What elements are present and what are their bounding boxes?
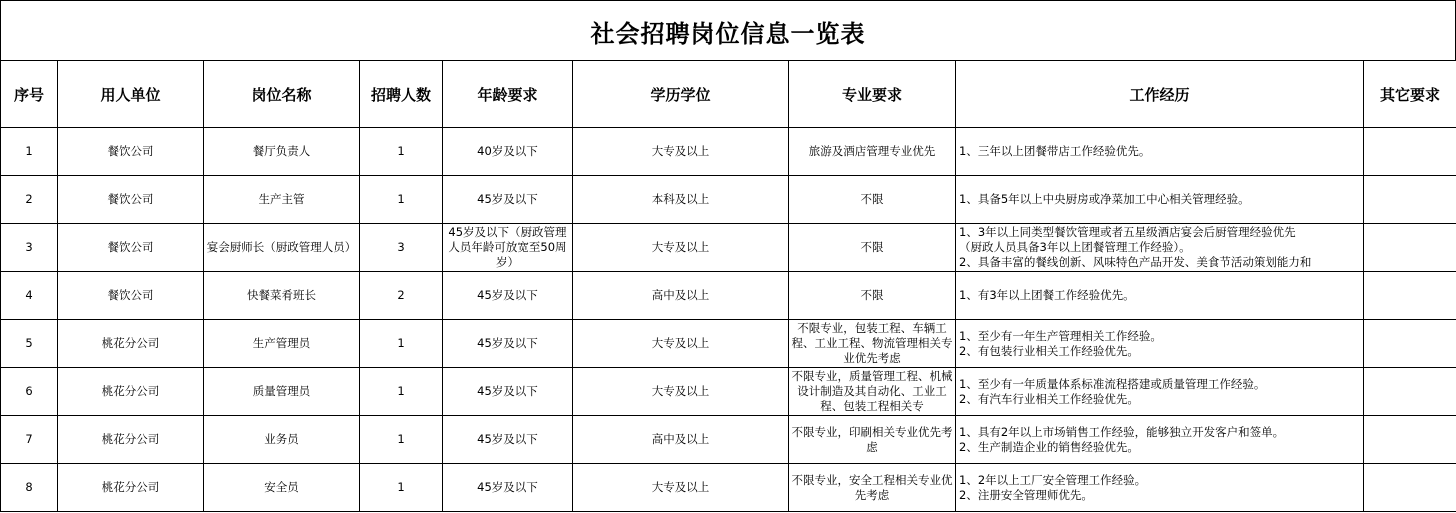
table-body bbox=[1, 128, 1456, 512]
cell-unit-content: 餐饮公司 bbox=[107, 288, 154, 302]
cell-age bbox=[443, 464, 573, 512]
cell-position-content: 餐厅负责人 bbox=[252, 144, 311, 158]
experience-line: 1、具有2年以上市场销售工作经验，能够独立开发客户和签单。 bbox=[959, 424, 1285, 439]
cell-unit bbox=[58, 272, 204, 320]
header-seq: 序号 bbox=[1, 61, 58, 128]
cell-major-content: 旅游及酒店管理专业优先 bbox=[808, 144, 936, 158]
cell-education bbox=[573, 464, 789, 512]
cell-education bbox=[573, 416, 789, 464]
cell-age bbox=[443, 416, 573, 464]
cell-education-content: 大专及以上 bbox=[651, 240, 710, 254]
cell-other bbox=[1364, 224, 1456, 272]
cell-experience bbox=[956, 320, 1364, 368]
cell-unit bbox=[58, 464, 204, 512]
cell-experience bbox=[956, 272, 1364, 320]
cell-age-content: 45岁及以下 bbox=[477, 432, 538, 446]
cell-seq bbox=[1, 224, 58, 272]
cell-experience-content bbox=[959, 225, 1361, 270]
cell-unit bbox=[58, 128, 204, 176]
cell-seq-content: 2 bbox=[25, 192, 33, 206]
cell-count bbox=[360, 176, 443, 224]
cell-experience-content bbox=[959, 473, 1361, 503]
table-row bbox=[1, 128, 1456, 176]
cell-education bbox=[573, 224, 789, 272]
cell-age-content: 45岁及以下 bbox=[477, 336, 538, 350]
experience-line: 1、3年以上同类型餐饮管理或者五星级酒店宴会后厨管理经验优先 bbox=[959, 225, 1296, 239]
header-education: 学历学位 bbox=[573, 61, 789, 128]
cell-position bbox=[204, 224, 360, 272]
cell-education bbox=[573, 128, 789, 176]
cell-position-content: 生产主管 bbox=[258, 192, 305, 206]
cell-major bbox=[789, 176, 956, 224]
cell-unit bbox=[58, 176, 204, 224]
cell-major bbox=[789, 128, 956, 176]
cell-age-content: 45岁及以下 bbox=[477, 384, 538, 398]
cell-other bbox=[1364, 320, 1456, 368]
cell-position bbox=[204, 176, 360, 224]
cell-experience-content bbox=[959, 144, 1361, 159]
cell-age-content: 45岁及以下 bbox=[477, 288, 538, 302]
cell-seq bbox=[1, 176, 58, 224]
cell-age bbox=[443, 128, 573, 176]
cell-position-content: 安全员 bbox=[264, 480, 299, 494]
cell-major-content: 不限专业，安全工程相关专业优先考虑 bbox=[791, 472, 953, 502]
header-position: 岗位名称 bbox=[204, 61, 360, 128]
cell-experience-content bbox=[959, 192, 1361, 207]
cell-experience bbox=[956, 416, 1364, 464]
experience-line: 1、三年以上团餐带店工作经验优先。 bbox=[959, 144, 1151, 158]
cell-age bbox=[443, 320, 573, 368]
cell-major-content: 不限 bbox=[860, 192, 884, 206]
cell-seq bbox=[1, 464, 58, 512]
cell-major bbox=[789, 224, 956, 272]
cell-major bbox=[789, 368, 956, 416]
cell-count-content: 2 bbox=[397, 288, 405, 302]
cell-unit bbox=[58, 320, 204, 368]
cell-count bbox=[360, 464, 443, 512]
cell-experience bbox=[956, 224, 1364, 272]
cell-seq-content: 1 bbox=[25, 144, 33, 158]
experience-line: 2、有汽车行业相关工作经验优先。 bbox=[959, 391, 1139, 406]
page-title: 社会招聘岗位信息一览表 bbox=[0, 0, 1456, 61]
cell-position bbox=[204, 128, 360, 176]
cell-education-content: 大专及以上 bbox=[651, 480, 710, 494]
cell-count-content: 1 bbox=[397, 384, 405, 398]
cell-experience-content bbox=[959, 329, 1361, 359]
cell-position-content: 宴会厨师长（厨政管理人员） bbox=[206, 240, 357, 254]
cell-unit-content: 桃花分公司 bbox=[101, 384, 160, 398]
cell-seq-content: 6 bbox=[25, 384, 33, 398]
cell-seq-content: 7 bbox=[25, 432, 33, 446]
cell-seq bbox=[1, 368, 58, 416]
cell-education bbox=[573, 176, 789, 224]
cell-age bbox=[443, 176, 573, 224]
cell-unit-content: 桃花分公司 bbox=[101, 336, 160, 350]
header-row bbox=[1, 61, 1456, 128]
cell-major bbox=[789, 464, 956, 512]
experience-line: 1、2年以上工厂安全管理工作经验。 bbox=[959, 472, 1147, 487]
header-experience: 工作经历 bbox=[956, 61, 1364, 128]
experience-line: 2、注册安全管理师优先。 bbox=[959, 487, 1093, 502]
recruitment-table bbox=[0, 60, 1456, 512]
cell-other bbox=[1364, 464, 1456, 512]
cell-other bbox=[1364, 128, 1456, 176]
cell-experience-content bbox=[959, 377, 1361, 407]
cell-other bbox=[1364, 272, 1456, 320]
cell-education-content: 本科及以上 bbox=[651, 192, 710, 206]
experience-line: 1、有3年以上团餐工作经验优先。 bbox=[959, 288, 1135, 302]
table-row bbox=[1, 272, 1456, 320]
cell-experience bbox=[956, 464, 1364, 512]
cell-position bbox=[204, 320, 360, 368]
cell-seq-content: 4 bbox=[25, 288, 33, 302]
header-major: 专业要求 bbox=[789, 61, 956, 128]
header-other: 其它要求 bbox=[1364, 61, 1456, 128]
cell-seq-content: 3 bbox=[25, 240, 33, 254]
header-age: 年龄要求 bbox=[443, 61, 573, 128]
cell-experience bbox=[956, 128, 1364, 176]
cell-count bbox=[360, 416, 443, 464]
cell-education-content: 大专及以上 bbox=[651, 336, 710, 350]
cell-unit bbox=[58, 416, 204, 464]
experience-line: 2、有包装行业相关工作经验优先。 bbox=[959, 343, 1139, 358]
cell-age-content: 45岁及以下 bbox=[477, 192, 538, 206]
cell-unit-content: 桃花分公司 bbox=[101, 432, 160, 446]
cell-seq-content: 8 bbox=[25, 480, 33, 494]
experience-line: 1、具备5年以上中央厨房或净菜加工中心相关管理经验。 bbox=[959, 192, 1250, 206]
cell-experience-content bbox=[959, 288, 1361, 303]
cell-seq bbox=[1, 320, 58, 368]
cell-education bbox=[573, 368, 789, 416]
cell-age bbox=[443, 272, 573, 320]
cell-education-content: 大专及以上 bbox=[651, 144, 710, 158]
cell-experience-content bbox=[959, 425, 1361, 455]
cell-age bbox=[443, 224, 573, 272]
table-row bbox=[1, 320, 1456, 368]
cell-major bbox=[789, 416, 956, 464]
cell-experience bbox=[956, 368, 1364, 416]
cell-count bbox=[360, 224, 443, 272]
cell-age-content: 45岁及以下 bbox=[477, 480, 538, 494]
table-row bbox=[1, 416, 1456, 464]
table-row bbox=[1, 368, 1456, 416]
cell-major bbox=[789, 272, 956, 320]
cell-experience bbox=[956, 176, 1364, 224]
cell-other bbox=[1364, 416, 1456, 464]
cell-count bbox=[360, 320, 443, 368]
table-row bbox=[1, 224, 1456, 272]
cell-position-content: 生产管理员 bbox=[252, 336, 311, 350]
cell-position bbox=[204, 368, 360, 416]
cell-major-content: 不限专业，包装工程、车辆工程、工业工程、物流管理相关专业优先考虑 bbox=[791, 321, 953, 365]
cell-unit-content: 餐饮公司 bbox=[107, 240, 154, 254]
cell-major-content: 不限 bbox=[860, 288, 884, 302]
cell-position-content: 快餐菜肴班长 bbox=[247, 288, 316, 302]
cell-education-content: 高中及以上 bbox=[651, 432, 710, 446]
cell-count-content: 3 bbox=[397, 240, 405, 254]
experience-line: 2、生产制造企业的销售经验优先。 bbox=[959, 439, 1139, 454]
cell-count-content: 1 bbox=[397, 480, 405, 494]
cell-unit bbox=[58, 368, 204, 416]
cell-position-content: 业务员 bbox=[264, 432, 299, 446]
cell-unit-content: 餐饮公司 bbox=[107, 144, 154, 158]
cell-position bbox=[204, 464, 360, 512]
cell-major-content: 不限专业，印刷相关专业优先考虑 bbox=[791, 424, 953, 454]
header-count: 招聘人数 bbox=[360, 61, 443, 128]
cell-position bbox=[204, 272, 360, 320]
cell-count bbox=[360, 272, 443, 320]
cell-unit-content: 桃花分公司 bbox=[101, 480, 160, 494]
cell-age bbox=[443, 368, 573, 416]
cell-seq bbox=[1, 272, 58, 320]
cell-unit bbox=[58, 224, 204, 272]
cell-education-content: 高中及以上 bbox=[651, 288, 710, 302]
cell-unit-content: 餐饮公司 bbox=[107, 192, 154, 206]
cell-other bbox=[1364, 176, 1456, 224]
table-row bbox=[1, 176, 1456, 224]
cell-count-content: 1 bbox=[397, 336, 405, 350]
cell-count-content: 1 bbox=[397, 144, 405, 158]
cell-count-content: 1 bbox=[397, 192, 405, 206]
cell-seq-content: 5 bbox=[25, 336, 33, 350]
cell-major-content: 不限专业，质量管理工程、机械设计制造及其自动化、工业工程、包装工程相关专 bbox=[791, 369, 953, 413]
cell-seq bbox=[1, 416, 58, 464]
experience-line: （厨政人员具备3年以上团餐管理工作经验）。 bbox=[959, 240, 1191, 254]
cell-position bbox=[204, 416, 360, 464]
experience-line: 2、具备丰富的餐线创新、风味特色产品开发、美食节活动策划能力和 bbox=[959, 255, 1312, 269]
cell-education-content: 大专及以上 bbox=[651, 384, 710, 398]
cell-count bbox=[360, 128, 443, 176]
cell-age-content: 45岁及以下（厨政管理人员年龄可放宽至50周岁） bbox=[448, 225, 567, 269]
cell-seq bbox=[1, 128, 58, 176]
header-unit: 用人单位 bbox=[58, 61, 204, 128]
cell-major bbox=[789, 320, 956, 368]
cell-other bbox=[1364, 368, 1456, 416]
experience-line: 1、至少有一年生产管理相关工作经验。 bbox=[959, 328, 1162, 343]
cell-major-content: 不限 bbox=[860, 240, 884, 254]
cell-age-content: 40岁及以下 bbox=[477, 144, 538, 158]
cell-count-content: 1 bbox=[397, 432, 405, 446]
cell-count bbox=[360, 368, 443, 416]
experience-line: 1、至少有一年质量体系标准流程搭建或质量管理工作经验。 bbox=[959, 376, 1266, 391]
table-row bbox=[1, 464, 1456, 512]
cell-position-content: 质量管理员 bbox=[252, 384, 311, 398]
cell-education bbox=[573, 320, 789, 368]
cell-education bbox=[573, 272, 789, 320]
